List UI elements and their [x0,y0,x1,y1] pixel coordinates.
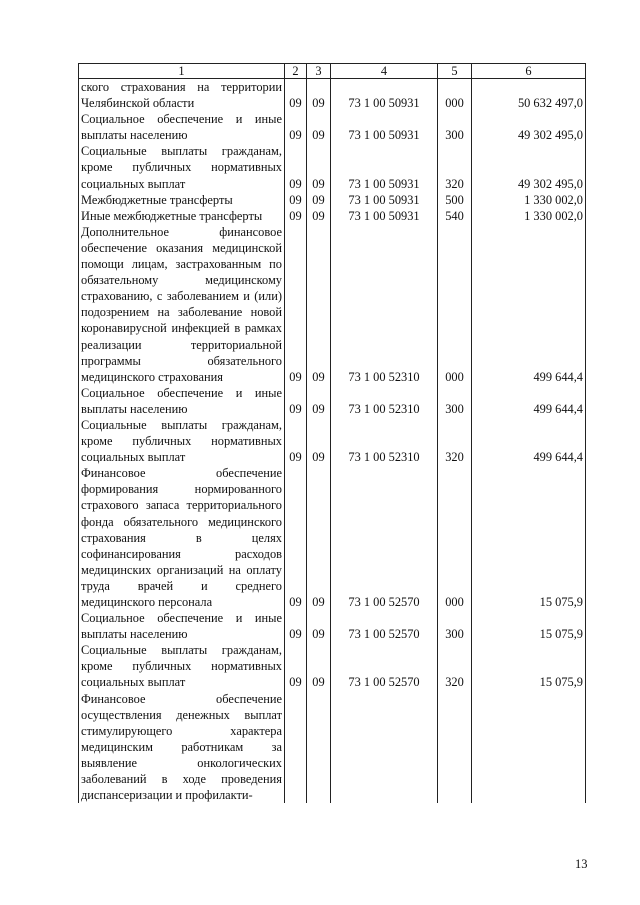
subsection-code: 09 [307,111,331,143]
column-header: 6 [472,64,586,79]
section-code: 09 [285,642,307,690]
subsection-code: 09 [307,208,331,224]
expense-type-code [438,691,472,804]
table-row [79,143,586,191]
expense-type-code: 000 [438,79,472,112]
amount: 15 075,9 [472,642,586,690]
table-row [79,79,586,112]
target-article-code: 73 1 00 50931 [331,208,438,224]
table-row [79,465,586,610]
table-row [79,192,586,208]
expense-type-code: 300 [438,610,472,642]
amount [472,691,586,804]
amount: 499 644,4 [472,224,586,385]
subsection-code: 09 [307,143,331,191]
subsection-code: 09 [307,79,331,112]
subsection-code: 09 [307,642,331,690]
subsection-code: 09 [307,385,331,417]
expense-type-code: 320 [438,417,472,465]
expense-type-code: 540 [438,208,472,224]
expense-type-code: 300 [438,385,472,417]
row-name: Социальные выплаты гражданам, кроме публичных нормативных социальных выплат [79,642,285,690]
row-name: Социальное обеспечение и иные выплаты населению [79,111,285,143]
subsection-code: 09 [307,192,331,208]
amount: 49 302 495,0 [472,143,586,191]
amount: 499 644,4 [472,385,586,417]
table-row [79,691,586,804]
row-name: Социальное обеспечение и иные выплаты населению [79,610,285,642]
subsection-code [307,691,331,804]
table-row [79,224,586,385]
subsection-code: 09 [307,610,331,642]
section-code: 09 [285,610,307,642]
row-name: Финансовое обеспечение осуществления денежных выплат стимулирующего характера медицинским работникам за выявление онкологических заболеваний в ходе проведения диспансеризации и профилакти- [79,691,285,804]
target-article-code: 73 1 00 50931 [331,192,438,208]
table-row [79,642,586,690]
section-code: 09 [285,192,307,208]
column-header: 2 [285,64,307,79]
expense-type-code: 000 [438,224,472,385]
row-name: Дополнительное финансовое обеспечение оказания медицинской помощи лицам, застрахованным по обязательному медицинскому страхованию, с заболеванием и (или) подозрением на заболевание новой коронавирусной инфекцией в рамках реализации территориальной программы обязательного медицинского страхования [79,224,285,385]
amount: 49 302 495,0 [472,111,586,143]
section-code [285,691,307,804]
target-article-code: 73 1 00 50931 [331,111,438,143]
page-number: 13 [575,857,588,871]
target-article-code: 73 1 00 52310 [331,224,438,385]
amount: 50 632 497,0 [472,79,586,112]
section-code: 09 [285,208,307,224]
amount: 15 075,9 [472,465,586,610]
row-name: Социальные выплаты гражданам, кроме публичных нормативных социальных выплат [79,143,285,191]
section-code: 09 [285,385,307,417]
table-header-row [79,64,586,79]
expense-type-code: 000 [438,465,472,610]
section-code: 09 [285,143,307,191]
target-article-code: 73 1 00 52570 [331,610,438,642]
row-name: Социальное обеспечение и иные выплаты населению [79,385,285,417]
subsection-code: 09 [307,465,331,610]
row-name: Иные межбюджетные трансферты [79,208,285,224]
column-header: 1 [79,64,285,79]
subsection-code: 09 [307,224,331,385]
row-name: Финансовое обеспечение формирования нормированного страхового запаса территориального фонда обязательного медицинского страхования в целях софинансирования расходов медицинских организаций на оплату труда врачей и среднего медицинского персонала [79,465,285,610]
column-header: 5 [438,64,472,79]
subsection-code: 09 [307,417,331,465]
amount: 1 330 002,0 [472,208,586,224]
expense-type-code: 320 [438,642,472,690]
table-row [79,417,586,465]
target-article-code: 73 1 00 50931 [331,143,438,191]
amount: 499 644,4 [472,417,586,465]
section-code: 09 [285,417,307,465]
target-article-code: 73 1 00 52310 [331,385,438,417]
table-row [79,385,586,417]
row-name: Межбюджетные трансферты [79,192,285,208]
section-code: 09 [285,111,307,143]
budget-table [78,63,586,803]
target-article-code: 73 1 00 52570 [331,642,438,690]
target-article-code: 73 1 00 52310 [331,417,438,465]
target-article-code: 73 1 00 50931 [331,79,438,112]
row-name: Социальные выплаты гражданам, кроме публичных нормативных социальных выплат [79,417,285,465]
row-name: ского страхования на территории Челябинской области [79,79,285,112]
amount: 15 075,9 [472,610,586,642]
section-code: 09 [285,79,307,112]
column-header: 4 [331,64,438,79]
section-code: 09 [285,465,307,610]
table-row [79,610,586,642]
expense-type-code: 500 [438,192,472,208]
section-code: 09 [285,224,307,385]
column-header: 3 [307,64,331,79]
target-article-code: 73 1 00 52570 [331,465,438,610]
amount: 1 330 002,0 [472,192,586,208]
table-row [79,208,586,224]
expense-type-code: 300 [438,111,472,143]
target-article-code [331,691,438,804]
expense-type-code: 320 [438,143,472,191]
table-row [79,111,586,143]
